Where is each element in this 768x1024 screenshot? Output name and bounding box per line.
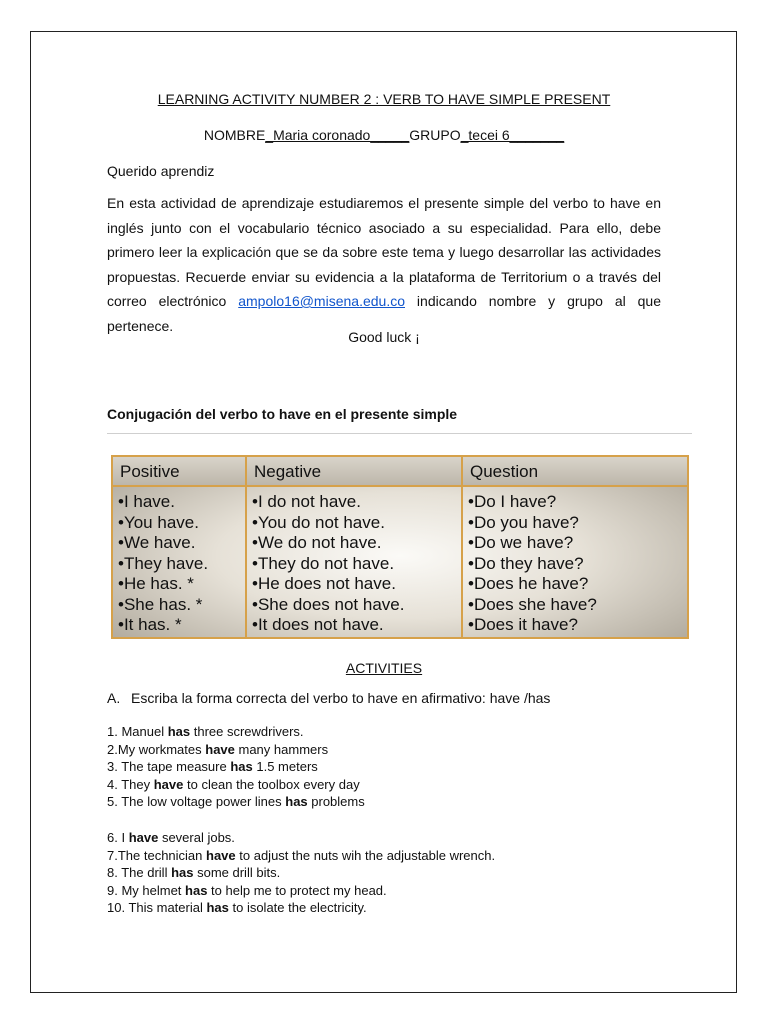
answer: has <box>285 794 308 810</box>
table-item: •We do not have. <box>252 533 382 552</box>
name-label: NOMBRE <box>203 127 266 143</box>
question-column <box>463 457 687 637</box>
instruction-a <box>107 690 550 706</box>
divider <box>107 433 692 434</box>
list-item: 4. They have to clean the toolbox every day <box>107 776 360 792</box>
name-group-line <box>0 127 768 143</box>
answer: has <box>206 900 229 916</box>
question-items <box>463 487 687 636</box>
exercise-list-a <box>107 723 365 811</box>
name-value: _Maria coronado_____ <box>265 127 410 143</box>
list-item: 9. My helmet has to help me to protect my head. <box>107 882 387 898</box>
table-item: •Do you have? <box>468 512 579 532</box>
table-item: •Does she have? <box>468 594 597 614</box>
answer: has <box>230 759 253 775</box>
greeting: Querido aprendiz <box>107 163 215 179</box>
group-label: GRUPO <box>409 127 461 143</box>
instruction-letter: A. <box>107 690 121 706</box>
table-item: •It does not have. <box>252 615 384 634</box>
group-value: _tecei 6_______ <box>460 127 565 143</box>
list-item: 2.My workmates have many hammers <box>107 741 329 757</box>
table-item: •He does not have. <box>252 574 396 593</box>
list-item: 5. The low voltage power lines has problems <box>107 794 365 810</box>
table-item: •It has. * <box>118 615 182 634</box>
email-link[interactable]: ampolo16@misena.edu.co <box>238 293 405 309</box>
question-header: Question <box>463 457 687 487</box>
list-item: 1. Manuel has three screwdrivers. <box>107 724 304 739</box>
table-item: •Does it have? <box>468 615 578 634</box>
answer: have <box>153 776 184 792</box>
exercise-list-b <box>107 829 495 917</box>
intro-text-after: indicando nombre y grupo al que pertenece. <box>107 293 661 334</box>
list-item: 6. I have several jobs. <box>107 830 235 845</box>
activities-title: ACTIVITIES <box>345 660 423 676</box>
list-item: 3. The tape measure has 1.5 meters <box>107 759 318 775</box>
negative-column <box>247 457 463 637</box>
positive-items <box>113 487 245 636</box>
answer: has <box>185 882 208 898</box>
answer: have <box>206 847 236 863</box>
table-item: •I do not have. <box>252 492 361 511</box>
list-item: 10. This material has to isolate the electricity. <box>107 900 367 916</box>
table-item: •He has. * <box>118 574 194 593</box>
intro-text: En esta actividad de aprendizaje estudiaremos el presente simple del verbo to have en inglés junto con el vocabulario técnico asociado a su especialidad. Para ello, debe primero leer la explicación que se da sobre este tema y luego desarrollar las actividades propuestas. Recuerde enviar su evidencia a la plataforma de Territorium o a través del correo electrónico <box>107 195 661 309</box>
intro-paragraph <box>107 191 661 338</box>
table-item: •I have. <box>118 492 175 511</box>
verb-conjugation-table <box>111 455 689 639</box>
negative-items <box>247 487 461 636</box>
table-item: •She does not have. <box>252 594 405 614</box>
table-item: •Do they have? <box>468 553 584 573</box>
conjugation-heading: Conjugación del verbo to have en el presente simple <box>107 406 458 422</box>
document-title: LEARNING ACTIVITY NUMBER 2 : VERB TO HAVE SIMPLE PRESENT <box>157 91 611 107</box>
negative-header: Negative <box>247 457 461 487</box>
list-item: 8. The drill has some drill bits. <box>107 865 281 881</box>
table-item: •Do we have? <box>468 533 574 552</box>
table-item: •They do not have. <box>252 553 395 573</box>
answer: has <box>167 724 191 739</box>
positive-header: Positive <box>113 457 245 487</box>
positive-column <box>113 457 247 637</box>
instruction-text: Escriba la forma correcta del verbo to have en afirmativo: have /has <box>131 690 551 706</box>
table-item: •You do not have. <box>252 512 385 532</box>
answer: have <box>128 830 159 845</box>
list-item: 7.The technician have to adjust the nuts wih the adjustable wrench. <box>107 847 496 863</box>
table-item: •You have. <box>118 512 199 532</box>
table-item: •Do I have? <box>468 492 557 511</box>
table-item: •They have. <box>118 553 209 573</box>
table-item: •She has. * <box>118 594 203 614</box>
table-item: •We have. <box>118 533 196 552</box>
good-luck: Good luck ¡ <box>348 329 420 345</box>
answer: has <box>171 865 194 881</box>
table-item: •Does he have? <box>468 574 589 593</box>
answer: have <box>205 741 235 757</box>
